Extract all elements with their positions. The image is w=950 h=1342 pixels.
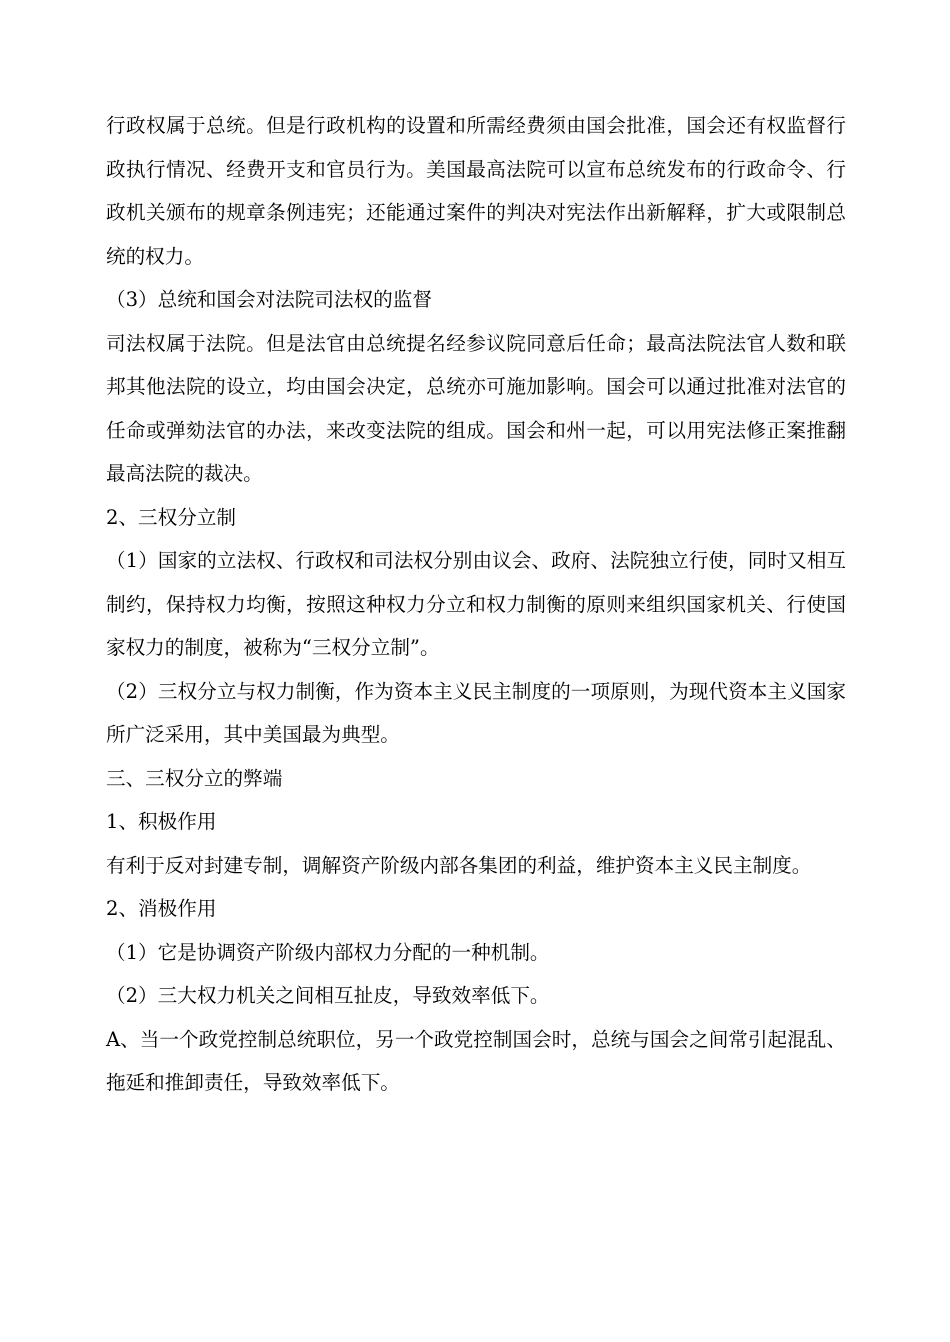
paragraph-executive-power: 行政权属于总统。但是行政机构的设置和所需经费须由国会批准，国会还有权监督行政执行情况、经费开支和官员行为。美国最高法院可以宣布总统发布的行政命令、行政机关颁布的规章条例违宪；还能通过案件的判决对宪法作出新解释，扩大或限制总统的权力。 [106,114,846,268]
heading-drawbacks: 三、三权分立的弊端 [106,766,283,790]
paragraph-separation-definition: （1）国家的立法权、行政权和司法权分别由议会、政府、法院独立行使，同时又相互制约，保持权力均衡，按照这种权力分立和权力制衡的原则来组织国家机关、行使国家权力的制度，被称为“三权分立制”。 [106,549,846,659]
paragraph-separation-principle: （2）三权分立与权力制衡，作为资本主义民主制度的一项原则，为现代资本主义国家所广泛采用，其中美国最为典型。 [106,679,846,746]
document-body [106,104,846,1105]
paragraph-judicial-power: 司法权属于法院。但是法官由总统提名经参议院同意后任命；最高法院法官人数和联邦其他法院的设立，均由国会决定，总统亦可施加影响。国会可以通过批准对法官的任命或弹劾法官的办法，来改变法院的组成。国会和州一起，可以用宪法修正案推翻最高法院的裁决。 [106,331,846,485]
heading-positive-effects: 1、积极作用 [106,810,217,833]
heading-separation-of-powers: 2、三权分立制 [106,505,237,529]
paragraph-negative-effect-a: A、当一个政党控制总统职位，另一个政党控制国会时，总统与国会之间常引起混乱、拖延和推卸责任，导致效率低下。 [106,1027,846,1094]
heading-judicial-oversight: （3）总统和国会对法院司法权的监督 [106,288,432,311]
paragraph-negative-effect-1: （1）它是协调资产阶级内部权力分配的一种机制。 [106,940,550,964]
heading-negative-effects: 2、消极作用 [106,897,217,920]
paragraph-negative-effect-2: （2）三大权力机关之间相互扯皮，导致效率低下。 [106,984,550,1007]
paragraph-positive-effects: 有利于反对封建专制，调解资产阶级内部各集团的利益，维护资本主义民主制度。 [106,853,812,877]
